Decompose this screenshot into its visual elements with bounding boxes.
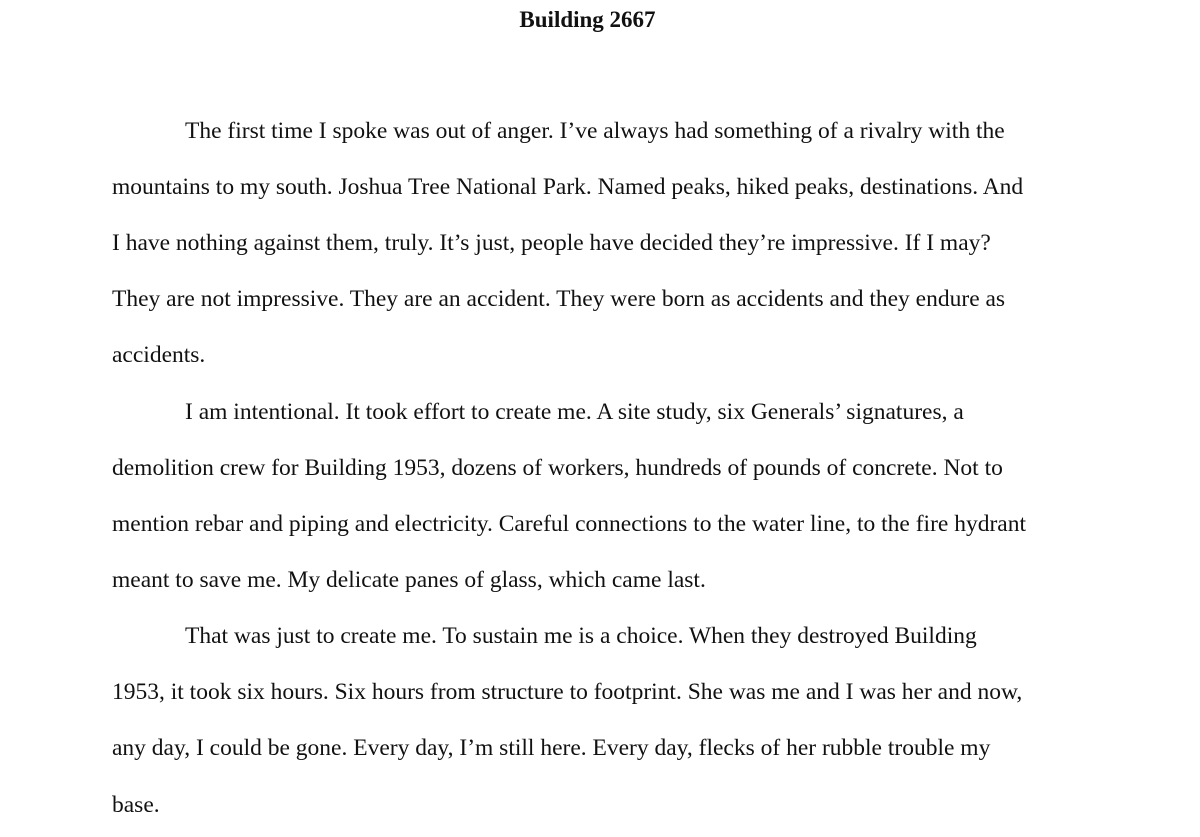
paragraph-1-line-1: The first time I spoke was out of anger. I’ve always had something of a rivalry with the <box>185 118 1005 144</box>
paragraph-1-line-3: I have nothing against them, truly. It’s just, people have decided they’re impressive. If I may? <box>112 230 991 256</box>
paragraph-2-line-3: mention rebar and piping and electricity. Careful connections to the water line, to the fire hydrant <box>112 511 1026 537</box>
paragraph-2-line-2: demolition crew for Building 1953, dozens of workers, hundreds of pounds of concrete. Not to <box>112 455 1003 481</box>
paragraph-2-line-4: meant to save me. My delicate panes of glass, which came last. <box>112 567 706 593</box>
paragraph-1-line-2: mountains to my south. Joshua Tree National Park. Named peaks, hiked peaks, destinations. And <box>112 174 1024 200</box>
paragraph-2-line-1: I am intentional. It took effort to create me. A site study, six Generals’ signatures, a <box>185 399 964 425</box>
paragraph-3-line-3: any day, I could be gone. Every day, I’m still here. Every day, flecks of her rubble trouble my <box>112 735 991 761</box>
document-title: Building 2667 <box>519 7 656 32</box>
paragraph-1-line-5: accidents. <box>112 342 206 368</box>
paragraph-3-line-2: 1953, it took six hours. Six hours from structure to footprint. She was me and I was her and now, <box>112 679 1023 705</box>
paragraph-3-line-1: That was just to create me. To sustain me is a choice. When they destroyed Building <box>185 623 977 649</box>
paragraph-1-line-4: They are not impressive. They are an accident. They were born as accidents and they endure as <box>112 286 1006 312</box>
paragraph-3-line-4: base. <box>112 792 160 818</box>
